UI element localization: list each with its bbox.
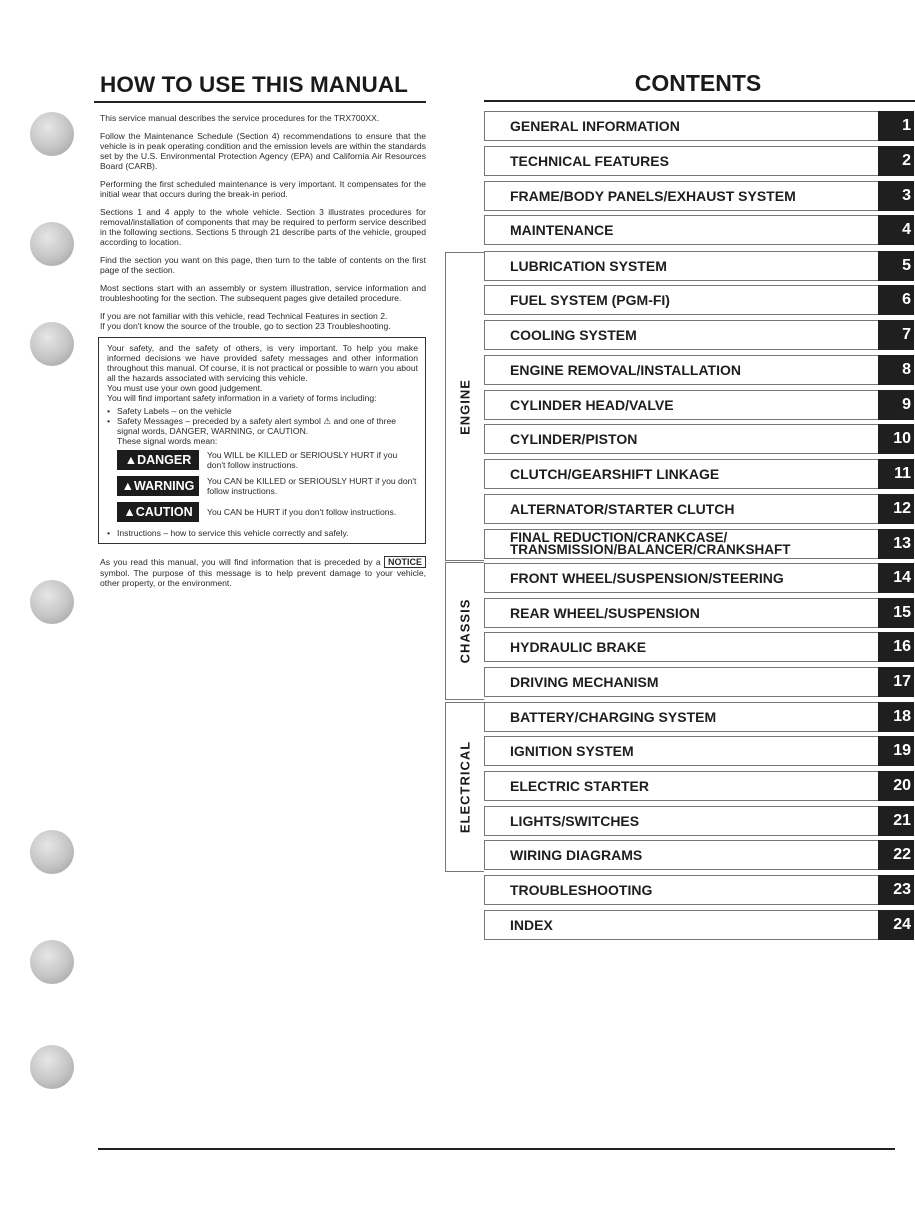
binder-hole [30,580,74,624]
section-number: 5 [878,251,914,281]
notice-paragraph [94,556,426,588]
section-name-line2: TRANSMISSION/BALANCER/CRANKSHAFT [510,542,791,557]
binder-hole [30,940,74,984]
binder-hole [30,322,74,366]
contents-item[interactable] [484,598,914,628]
section-number: 8 [878,355,914,385]
section-number: 3 [878,181,914,211]
section-number: 22 [878,840,914,870]
safety-bullet [115,416,418,446]
section-number: 17 [878,667,914,697]
footer-rule [98,1148,895,1150]
how-to-use-section [94,72,426,588]
caution-text: You CAN be HURT if you don't follow instructions. [207,507,397,517]
section-number: 13 [878,529,914,559]
group-electrical [445,702,484,872]
section-number: 21 [878,806,914,836]
section-name[interactable]: ALTERNATOR/STARTER CLUTCH [484,494,878,524]
section-name[interactable]: GENERAL INFORMATION [484,111,878,141]
contents-item[interactable] [484,563,914,593]
section-name[interactable]: TECHNICAL FEATURES [484,146,878,176]
paragraph: Find the section you want on this page, then turn to the table of contents on the first page of the section. [100,255,426,275]
contents-item[interactable] [484,702,914,732]
section-name[interactable]: FRONT WHEEL/SUSPENSION/STEERING [484,563,878,593]
safety-intro: Your safety, and the safety of others, is very important. To help you make informed decisions we have provided safety messages and other information throughout this manual. Of course, it is not practical or possible to warn you about all the hazards associated with servicing this vehicle. [107,343,418,383]
contents-item[interactable] [484,424,914,454]
notice-label: NOTICE [384,556,426,568]
contents-item[interactable] [484,840,914,870]
binder-hole [30,1045,74,1089]
contents-item[interactable] [484,736,914,766]
safety-list [107,406,418,446]
safety-line: You must use your own good judgement. [107,383,263,393]
section-name[interactable]: TROUBLESHOOTING [484,875,878,905]
paragraph: This service manual describes the service procedures for the TRX700XX. [100,113,380,123]
section-name[interactable]: LUBRICATION SYSTEM [484,251,878,281]
contents-item[interactable] [484,111,914,141]
section-number: 20 [878,771,914,801]
contents-item[interactable] [484,910,914,940]
section-name[interactable] [484,529,878,559]
safety-box [98,337,426,544]
section-name[interactable]: MAINTENANCE [484,215,878,245]
contents-item[interactable] [484,529,914,559]
group-engine [445,252,484,561]
safety-list [107,528,418,538]
section-name[interactable]: COOLING SYSTEM [484,320,878,350]
contents-item[interactable] [484,632,914,662]
section-name[interactable]: BATTERY/CHARGING SYSTEM [484,702,878,732]
section-name[interactable]: ENGINE REMOVAL/INSTALLATION [484,355,878,385]
section-name[interactable]: DRIVING MECHANISM [484,667,878,697]
danger-text: You WILL be KILLED or SERIOUSLY HURT if you don't follow instructions. [207,450,398,470]
contents-item[interactable] [484,146,914,176]
section-number: 1 [878,111,914,141]
paragraph: If you are not familiar with this vehicle, read Technical Features in section 2. [100,311,388,321]
section-number: 9 [878,390,914,420]
section-name[interactable]: REAR WHEEL/SUSPENSION [484,598,878,628]
notice-pre-text: As you read this manual, you will find information that is preceded by a [100,557,381,567]
warning-row [117,476,418,496]
group-label: CHASSIS [457,598,473,664]
warning-text: You CAN be KILLED or SERIOUSLY HURT if you don't follow instructions. [207,476,417,496]
section-number: 23 [878,875,914,905]
contents-section [484,70,914,102]
caution-row [117,502,418,522]
contents-item[interactable] [484,771,914,801]
binder-hole [30,112,74,156]
section-number: 16 [878,632,914,662]
section-name[interactable]: LIGHTS/SWITCHES [484,806,878,836]
contents-item[interactable] [484,806,914,836]
section-number: 14 [878,563,914,593]
section-name[interactable]: FUEL SYSTEM (PGM-FI) [484,285,878,315]
section-number: 15 [878,598,914,628]
safety-bullet-subtext: These signal words mean: [117,436,218,446]
contents-item[interactable] [484,181,914,211]
section-number: 7 [878,320,914,350]
contents-item[interactable] [484,320,914,350]
group-label: ENGINE [457,378,473,435]
section-number: 11 [878,459,914,489]
danger-row [117,450,418,470]
contents-item[interactable] [484,390,914,420]
safety-bullet-text: Safety Messages – preceded by a safety alert symbol ⚠ and one of three signal words, DANGER, WARNING, or CAUTION. [117,416,397,436]
paragraph: Follow the Maintenance Schedule (Section 4) recommendations to ensure that the vehicle is in peak operating condition and the emission levels are within the standards set by the U.S. Environmental Protection Agency (EPA) and California Air Resources Board (CARB). [100,131,426,171]
section-name[interactable]: CYLINDER/PISTON [484,424,878,454]
contents-item[interactable] [484,875,914,905]
safety-bullet: • Safety Labels – on the vehicle [115,406,418,416]
section-name[interactable]: IGNITION SYSTEM [484,736,878,766]
group-label: ELECTRICAL [457,740,473,834]
contents-item[interactable] [484,459,914,489]
group-chassis [445,562,484,700]
contents-item[interactable] [484,215,914,245]
section-number: 24 [878,910,914,940]
contents-item[interactable] [484,355,914,385]
section-number: 18 [878,702,914,732]
contents-item[interactable] [484,251,914,281]
paragraph: Most sections start with an assembly or system illustration, service information and troubleshooting for the section. The subsequent pages give detailed procedure. [100,283,426,303]
section-name[interactable]: CLUTCH/GEARSHIFT LINKAGE [484,459,878,489]
section-name[interactable]: CYLINDER HEAD/VALVE [484,390,878,420]
safety-line: You will find important safety information in a variety of forms including: [107,393,377,403]
section-number: 4 [878,215,914,245]
paragraph: Sections 1 and 4 apply to the whole vehicle. Section 3 illustrates procedures for removal/installation of components that may be required to perform service described in the following sections. Sections 5 through 21 describe parts of the vehicle, grouped according to location. [100,207,426,247]
section-number: 19 [878,736,914,766]
notice-post-text: symbol. The purpose of this message is to help prevent damage to your vehicle, other property, or the environment. [100,568,426,588]
caution-label: ▲CAUTION [117,502,199,522]
warning-label: ▲WARNING [117,476,199,496]
contents-item[interactable] [484,285,914,315]
section-name[interactable]: ELECTRIC STARTER [484,771,878,801]
paragraph: If you don't know the source of the trouble, go to section 23 Troubleshooting. [100,321,391,331]
section-name-line1: FINAL REDUCTION/CRANKCASE/ [510,530,728,545]
contents-item[interactable] [484,494,914,524]
section-name[interactable]: HYDRAULIC BRAKE [484,632,878,662]
binder-hole [30,830,74,874]
section-name[interactable]: WIRING DIAGRAMS [484,840,878,870]
danger-label: ▲DANGER [117,450,199,470]
section-name[interactable]: INDEX [484,910,878,940]
binder-hole [30,222,74,266]
section-number: 10 [878,424,914,454]
safety-bullet: • Instructions – how to service this vehicle correctly and safely. [115,528,418,538]
contents-item[interactable] [484,667,914,697]
section-number: 12 [878,494,914,524]
paragraph: Performing the first scheduled maintenance is very important. It compensates for the initial wear that occurs during the break-in period. [100,179,426,199]
section-number: 2 [878,146,914,176]
section-name[interactable]: FRAME/BODY PANELS/EXHAUST SYSTEM [484,181,878,211]
section-title: HOW TO USE THIS MANUAL [94,72,426,103]
contents-title: CONTENTS [484,70,915,102]
section-number: 6 [878,285,914,315]
